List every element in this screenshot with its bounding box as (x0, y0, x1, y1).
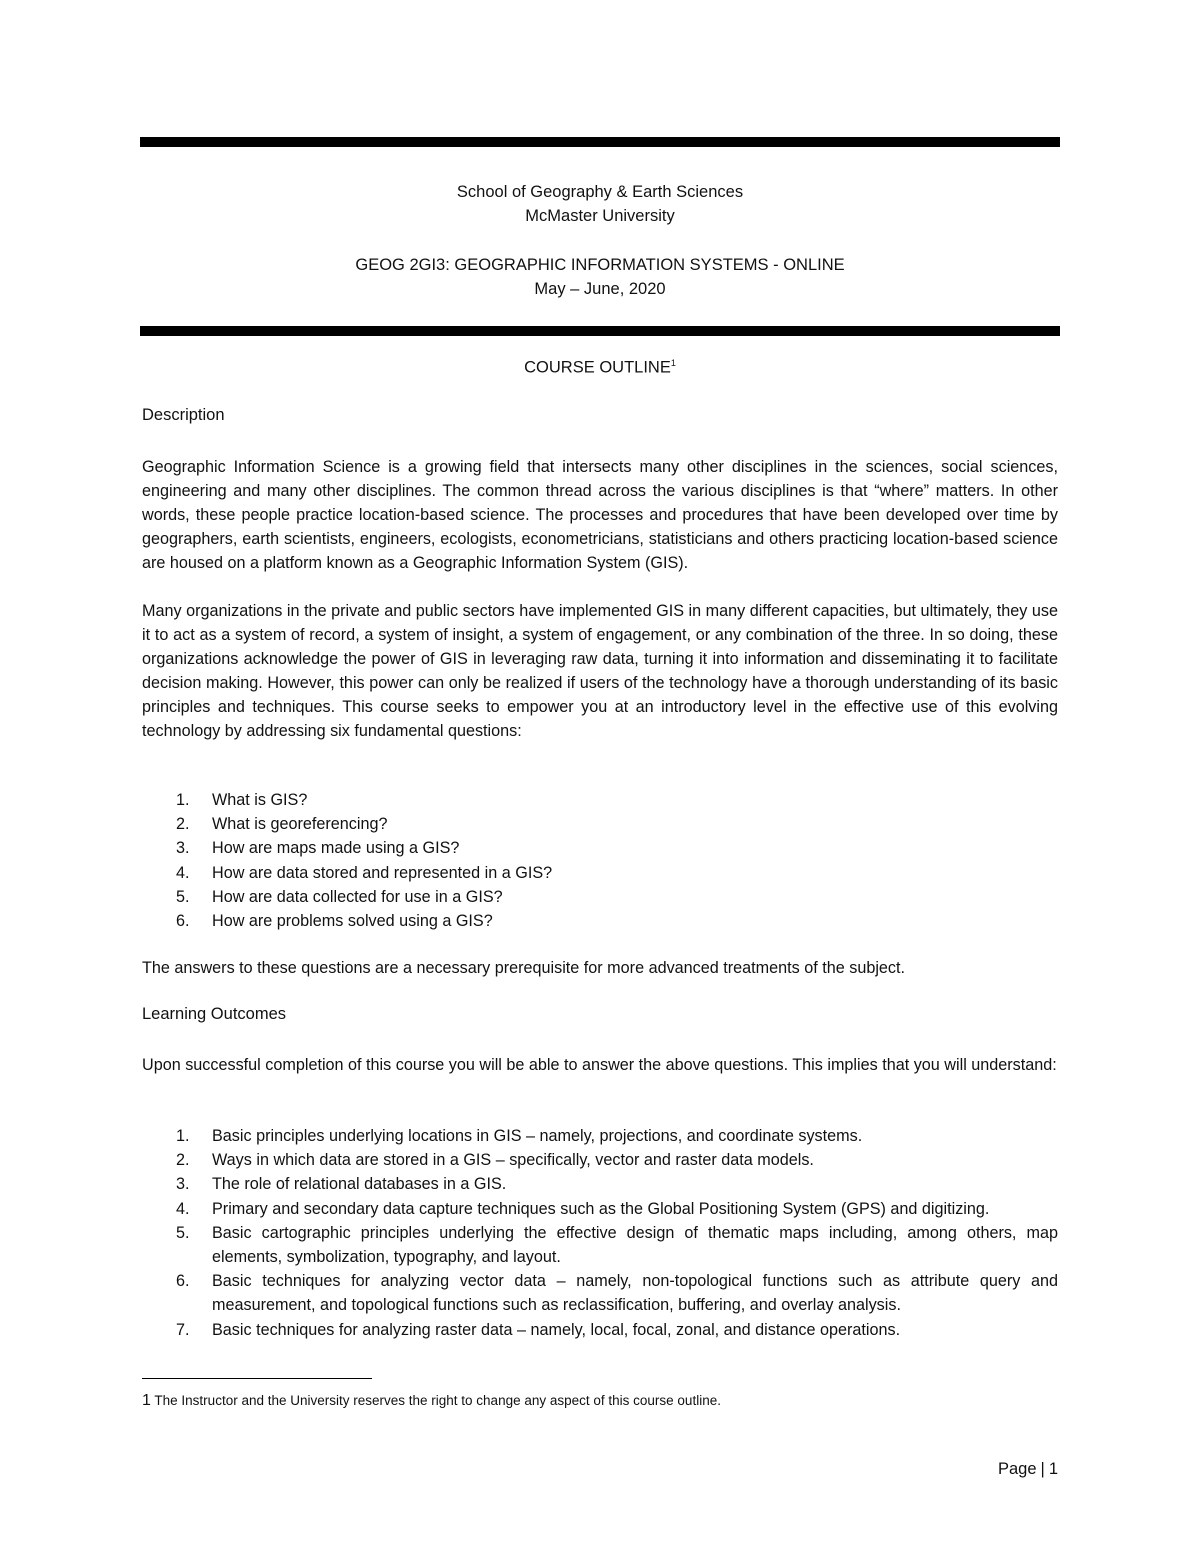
footnote-text: The Instructor and the University reserves the right to change any aspect of this course outline. (150, 1393, 721, 1408)
list-item: 4. Primary and secondary data capture techniques such as the Global Positioning System (GPS) and digitizing. (176, 1199, 990, 1218)
list-item: 3. The role of relational databases in a GIS. (176, 1175, 507, 1194)
list-item: 4. How are data stored and represented in a GIS? (176, 863, 553, 882)
footnote (142, 1392, 721, 1410)
footnote-separator (142, 1378, 372, 1379)
list-item: 1. What is GIS? (176, 791, 308, 809)
description-closing: The answers to these questions are a necessary prerequisite for more advanced treatments of the subject. (142, 959, 906, 977)
description-heading: Description (142, 406, 225, 424)
outline-title (140, 358, 1060, 378)
outline-title-text: COURSE OUTLINE (524, 358, 671, 377)
learning-outcomes-heading: Learning Outcomes (142, 1005, 286, 1023)
list-item: 5. Basic cartographic principles underlying the effective design of thematic maps including, among others, map elements, symbolization, typography, and layout. (176, 1223, 1058, 1267)
description-paragraph-1: Geographic Information Science is a growing field that intersects many other disciplines in the sciences, social sciences, engineering and many other disciplines. The common thread across the various disciplines is that “where” matters. In other words, these people practice location-based science. The processes and procedures that have been developed over time by geographers, earth scientists, engineers, ecologists, econometricians, statisticians and others practicing location-based science are housed on a platform known as a Geographic Information System (GIS). (142, 458, 1058, 572)
middle-rule (140, 326, 1060, 336)
list-item: 5. How are data collected for use in a GIS? (176, 887, 503, 906)
page-label: Page (997, 1460, 1037, 1478)
footnote-ref[interactable]: 1 (670, 358, 676, 368)
list-item: 6. Basic techniques for analyzing vector data – namely, non-topological functions such as attribute query and measurement, and topological functions such as reclassification, buffering, and overlay analysis. (176, 1272, 1058, 1315)
footnote-number: 1 (142, 1392, 151, 1409)
list-item: 2. What is georeferencing? (176, 815, 388, 834)
description-paragraph-2: Many organizations in the private and public sectors have implemented GIS in many different capacities, but ultimately, they use it to act as a system of record, a system of insight, a system of engagement, or any combination of the three. In so doing, these organizations acknowledge the power of GIS in leveraging raw data, turning it into information and disseminating it to facilitate decision making. However, this power can only be realized if users of the technology have a thorough understanding of its basic principles and techniques. This course seeks to empower you at an introductory level in the effective use of this evolving technology by addressing six fundamental questions: (142, 602, 1058, 740)
questions-list (142, 788, 1058, 933)
course-title: GEOG 2GI3: GEOGRAPHIC INFORMATION SYSTEMS - ONLINE (355, 256, 845, 274)
outcomes-list (142, 1124, 1058, 1342)
list-item: 7. Basic techniques for analyzing raster data – namely, local, focal, zonal, and distance operations. (176, 1320, 901, 1339)
page-separator: | (1040, 1460, 1045, 1478)
list-item: 1. Basic principles underlying locations in GIS – namely, projections, and coordinate systems. (176, 1127, 863, 1145)
page-number-value: 1 (1048, 1460, 1058, 1478)
course-header (140, 253, 1060, 301)
school-name: School of Geography & Earth Sciences (456, 183, 744, 201)
top-rule (140, 137, 1060, 147)
page-number (998, 1460, 1058, 1479)
list-item: 2. Ways in which data are stored in a GIS – specifically, vector and raster data models. (176, 1151, 814, 1170)
university-name: McMaster University (525, 207, 675, 225)
list-item: 3. How are maps made using a GIS? (176, 839, 460, 858)
institution-header (140, 180, 1060, 228)
list-item: 6. How are problems solved using a GIS? (176, 912, 493, 931)
outcomes-intro: Upon successful completion of this course you will be able to answer the above questions. This implies that you will understand: (142, 1056, 1057, 1074)
course-term: May – June, 2020 (534, 280, 666, 298)
